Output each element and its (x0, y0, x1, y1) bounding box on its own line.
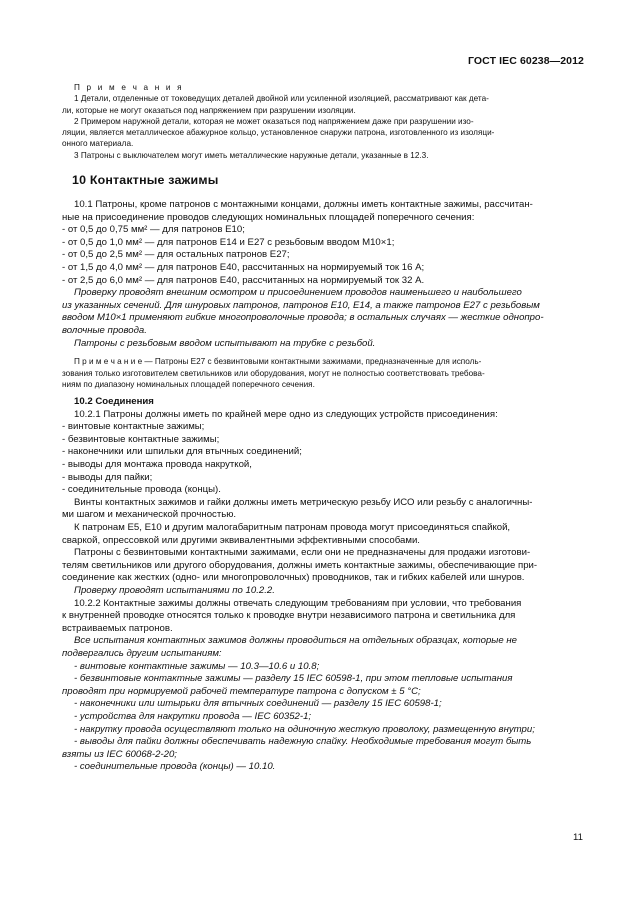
check-text: волочные провода. (62, 325, 147, 337)
note-line: 3 Патроны с выключателем могут иметь металлические наружные детали, указанные в 12.3. (74, 150, 429, 160)
check-text: Патроны с резьбовым вводом испытывают на трубке с резьбой. (74, 337, 376, 349)
text-line: ми шагом и механической прочностью. (62, 509, 237, 521)
test-item: - выводы для пайки должны обеспечивать надежную спайку. Необходимые требования могут быть (74, 736, 532, 748)
note-line: 1 Детали, отделенные от токоведущих деталей двойной или усиленной изоляцией, рассматривают как дета- (74, 94, 489, 104)
note-line: ли, которые не могут оказаться под напряжением при разрушении изоляции. (62, 105, 356, 115)
note-line: ляции, является металлическое абажурное кольцо, установленное снаружи патрона, изготовленного из изоляци- (62, 128, 495, 138)
notes-title: П р и м е ч а н и я (74, 83, 184, 92)
page-content (62, 82, 584, 774)
check-text: Проверку проводят внешним осмотром и присоединением проводов наименьшего и наибольшего (74, 287, 522, 299)
list-item: - от 2,5 до 6,0 мм² — для патронов Е40, рассчитанных на нормируемый ток 32 А. (62, 274, 425, 286)
standard-header: ГОСТ IEC 60238—2012 (467, 55, 584, 67)
list-item: - от 0,5 до 2,5 мм² — для остальных патронов Е27; (62, 249, 290, 261)
section-heading: 10 Контактные зажимы (72, 173, 219, 188)
test-item: взяты из IEC 60068-2-20; (62, 748, 177, 760)
note-line: П р и м е ч а н и е — Патроны Е27 с безвинтовыми контактными зажимами, предназначенные для исполь- (74, 357, 482, 367)
text-line: сваркой, опрессовкой или другими эквивалентными эффективными способами. (62, 534, 420, 546)
text-line: Патроны с безвинтовыми контактными зажимами, если они не предназначены для продажи изготови- (74, 547, 531, 559)
list-item: - от 0,5 до 1,0 мм² — для патронов Е14 и Е27 с резьбовым вводом М10×1; (62, 236, 395, 248)
note-line: 2 Примером наружной детали, которая не может оказаться под напряжением даже при разрушении изо- (74, 116, 474, 126)
list-item: - наконечники или шпильки для втычных соединений; (62, 446, 302, 458)
test-item: - наконечники или штырьки для втычных соединений — разделу 15 IEC 60598-1; (74, 698, 442, 710)
text-line: к внутренней проводке относятся только к проводке внутри независимого патрона и светильника для (62, 610, 516, 622)
test-item: - соединительные провода (концы) — 10.10. (74, 761, 276, 773)
text-line: Винты контактных зажимов и гайки должны иметь метрическую резьбу ИСО или резьбу с аналогичны- (74, 496, 533, 508)
list-item: - соединительные провода (концы). (62, 484, 221, 496)
check-text: Проверку проводят испытаниями по 10.2.2. (74, 585, 275, 596)
paragraph-10-1 (62, 199, 584, 350)
page-number: 11 (573, 832, 583, 843)
text-line: телям светильников или другого оборудования, должны иметь контактные зажимы, обеспечивающие при- (62, 559, 538, 571)
list-item: - от 0,5 до 0,75 мм² — для патронов Е10; (62, 224, 245, 236)
list-item: - выводы для монтажа провода накруткой, (62, 459, 252, 471)
text-line: соединение как жестких (одно- или многопроволочных) проводников, так и гибких кабелей или шнуров. (62, 572, 525, 584)
list-item: - винтовые контактные зажимы; (62, 421, 205, 433)
note-line: онного материала. (62, 139, 134, 149)
text-line: встраиваемых патронов. (62, 622, 173, 634)
test-item: проводят при нормируемой рабочей температуре патрона с допуском ± 5 °С; (62, 685, 421, 697)
notes-block-top (62, 82, 584, 161)
text-line: ные на присоединение проводов следующих номинальных площадей поперечного сечения: (62, 211, 475, 223)
test-text: подвергались другим испытаниям: (62, 647, 222, 659)
note-line: ниям по диапазону номинальных площадей поперечного сечения. (62, 379, 315, 389)
note-line: зования только изготовителем светильников или оборудования, могут не полностью соответствовать требова- (62, 368, 485, 378)
list-item: - выводы для пайки; (62, 471, 153, 483)
test-item: - накрутку провода осуществляют только на одиночную жесткую проволоку, размещенную внутри; (74, 723, 535, 735)
test-item: - винтовые контактные зажимы — 10.3—10.6 и 10.8; (74, 660, 320, 672)
list-item: - безвинтовые контактные зажимы; (62, 433, 220, 445)
text-line: 10.2.2 Контактные зажимы должны отвечать следующим требованиям при условии, что требования (74, 597, 522, 609)
subsection-heading: 10.2 Соединения (74, 396, 154, 408)
text-line: 10.1 Патроны, кроме патронов с монтажными концами, должны иметь контактные зажимы, рассчитан- (74, 199, 533, 211)
subsection-10-2 (62, 396, 584, 774)
note-block-mid (62, 356, 584, 390)
text-line: К патронам Е5, Е10 и другим малогабаритным патронам провода могут присоединяться спайкой, (74, 522, 511, 534)
check-text: из указанных сечений. Для шнуровых патронов, патронов Е10, Е14, а также патронов Е27 с резьбовым (62, 299, 540, 311)
text-line: 10.2.1 Патроны должны иметь по крайней мере одно из следующих устройств присоединения: (74, 408, 498, 420)
test-item: - устройства для накрутки провода — IEC 60352-1; (74, 710, 312, 722)
list-item: - от 1,5 до 4,0 мм² — для патронов Е40, рассчитанных на нормируемый ток 16 А; (62, 262, 425, 274)
check-text: вводом М10×1 применяют гибкие многопроволочные провода; в остальных случаях — жесткие однопро- (62, 312, 544, 324)
test-item: - безвинтовые контактные зажимы — разделу 15 IEC 60598-1, при этом тепловые испытания (74, 673, 513, 685)
test-text: Все испытания контактных зажимов должны проводиться на отдельных образцах, которые не (74, 635, 517, 647)
